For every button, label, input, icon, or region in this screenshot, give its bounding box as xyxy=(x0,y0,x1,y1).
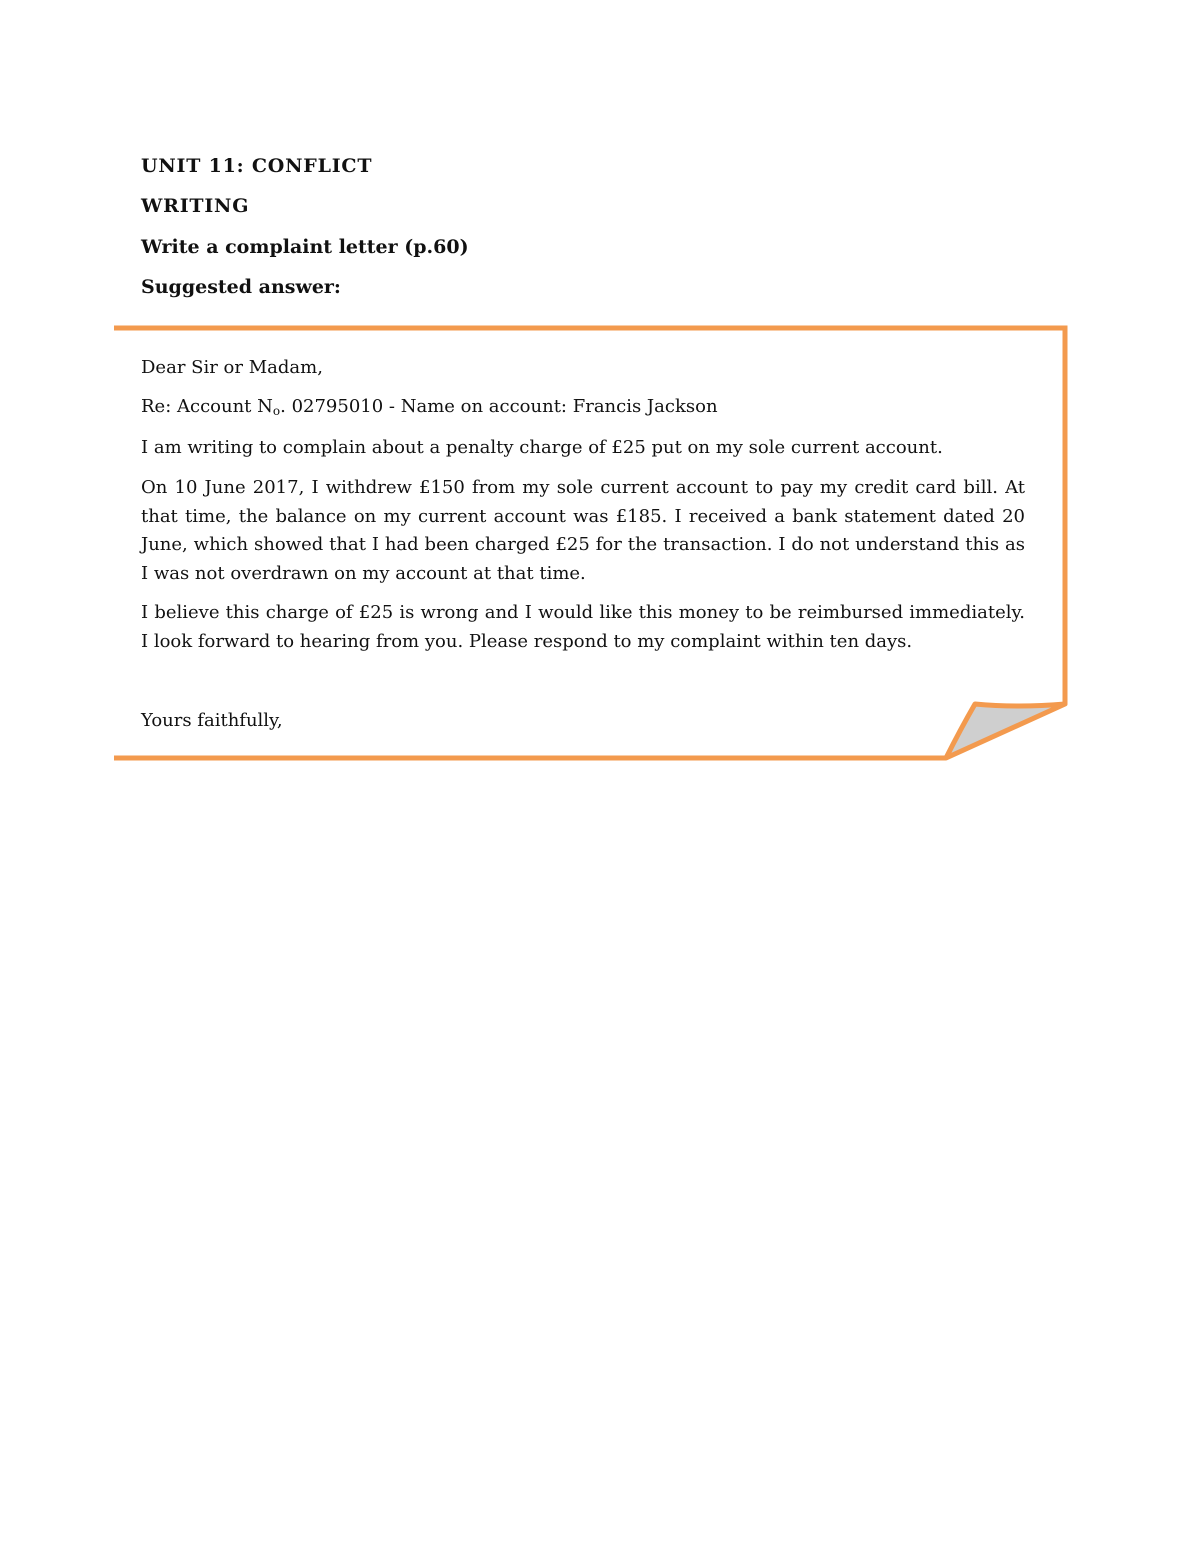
reference-prefix: Re: Account N xyxy=(141,396,273,417)
suggested-answer-label: Suggested answer: xyxy=(141,276,341,298)
letter-reference-line xyxy=(141,393,718,426)
letter-intro-paragraph: I am writing to complain about a penalty charge of £25 put on my sole current account. xyxy=(141,437,943,458)
task-title: Write a complaint letter (p.60) xyxy=(141,236,469,258)
reference-subscript: o xyxy=(272,404,281,418)
unit-title: UNIT 11: CONFLICT xyxy=(141,155,373,177)
section-title: WRITING xyxy=(141,195,250,217)
letter-details-paragraph: On 10 June 2017, I withdrew £150 from my sole current account to pay my credit card bill. At that time, the balance on my current account was £185. I received a bank statement dated 20 June, which showed that I had been charged £25 for the transaction. I do not understand this as I was not overdrawn on my account at that time. xyxy=(141,477,1025,584)
letter-closing: Yours faithfully, xyxy=(141,710,283,731)
reference-suffix: . 02795010 - Name on account: Francis Jackson xyxy=(280,396,718,417)
letter-salutation: Dear Sir or Madam, xyxy=(141,357,323,378)
letter-request-paragraph: I believe this charge of £25 is wrong and I would like this money to be reimbursed immediately. I look forward to hearing from you. Please respond to my complaint within ten days. xyxy=(141,602,1025,652)
page-curl-icon xyxy=(946,704,1065,758)
